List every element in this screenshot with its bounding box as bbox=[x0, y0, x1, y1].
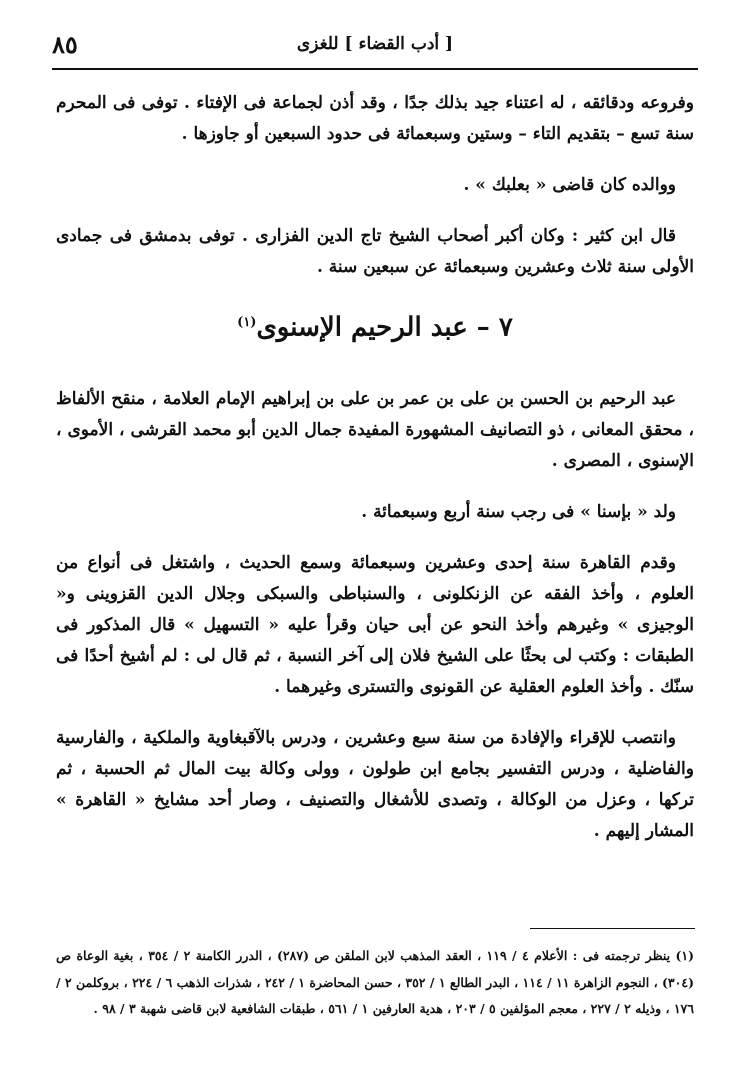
footnote-reference: (١) bbox=[237, 315, 257, 330]
main-text bbox=[56, 88, 694, 867]
section-heading bbox=[56, 303, 694, 348]
page-number: ٨٥ bbox=[52, 30, 78, 59]
footnote-divider bbox=[530, 928, 695, 929]
paragraph: وقدم القاهرة سنة إحدى وعشرين وسبعمائة وسمع الحديث ، واشتغل فى أنواع من العلوم ، وأخذ الفقه عن الزنكلونى ، والسنباطى والسبكى وجلال الدين القزوينى و« الوجيزى » وغيرهم وأخذ النحو عن أبى حيان وقرأ عليه « التسهيل » قال المذكور فى الطبقات : وكتب لى بحثًا على الشيخ فلان إلى آخر النسبة ، ثم قال لى : لم أشيخ أحدًا فى سنّك . وأخذ العلوم العقلية عن القونوى والتسترى وغيرهما . bbox=[56, 552, 694, 697]
paragraph: ووالده كان قاضى « بعلبك » . bbox=[463, 175, 676, 195]
footnote: (١) ينظر ترجمته فى : الأعلام ٤ / ١١٩ ، العقد المذهب لابن الملقن ص (٢٨٧) ، الدرر الكامنة ٢ / ٣٥٤ ، بغية الوعاة ص (٣٠٤) ، النجوم الزاهرة ١١ / ١١٤ ، البدر الطالع ١ / ٣٥٢ ، حسن المحاضرة ١ / ٢٤٢ ، شذرات الذهب ٦ / ٢٢٤ ، بروكلمن ٢ / ١٧٦ ، وذيله ٢ / ٢٢٧ ، معجم المؤلفين ٥ / ٢٠٣ ، هدية العارفين ١ / ٥٦١ ، طبقات الشافعية لابن قاضى شهبة ٣ / ٩٨ . bbox=[56, 948, 694, 1016]
page-header bbox=[52, 30, 698, 62]
paragraph: وانتصب للإقراء والإفادة من سنة سبع وعشرين ، ودرس بالآقبغاوية والملكية ، والفارسية والفاضلية ، ودرس التفسير بجامع ابن طولون ، وولى وكالة بيت المال ثم الحسبة ، ثم تركها ، وعزل من الوكالة ، وتصدى للأشغال والتصنيف ، وصار أحد مشايخ « القاهرة » المشار إليهم . bbox=[56, 727, 694, 841]
paragraph: عبد الرحيم بن الحسن بن على بن عمر بن على بن إبراهيم الإمام العلامة ، منقح الألفاظ ، محقق المعانى ، ذو التصانيف المشهورة المفيدة جمال الدين أبو محمد القرشى ، الأموى ، الإسنوى ، المصرى . bbox=[56, 388, 694, 471]
paragraph: قال ابن كثير : وكان أكبر أصحاب الشيخ تاج الدين الفزارى . توفى بدمشق فى جمادى الأولى سنة ثلاث وعشرين وسبعمائة عن سبعين سنة . bbox=[56, 226, 694, 277]
paragraph: ولد « بإسنا » فى رجب سنة أربع وسبعمائة . bbox=[361, 501, 676, 522]
paragraph: وفروعه ودقائقه ، له اعتناء جيد بذلك جدًا ، وقد أذن لجماعة فى الإفتاء . توفى فى المحرم سنة تسع – بتقديم التاء – وستين وسبعمائة فى حدود السبعين أو جاوزها . bbox=[56, 93, 694, 144]
header-divider bbox=[52, 68, 698, 70]
running-title: [ أدب القضاء ] للغزى bbox=[296, 34, 454, 54]
section-heading-text: ٧ – عبد الرحيم الإسنوى bbox=[256, 312, 513, 343]
